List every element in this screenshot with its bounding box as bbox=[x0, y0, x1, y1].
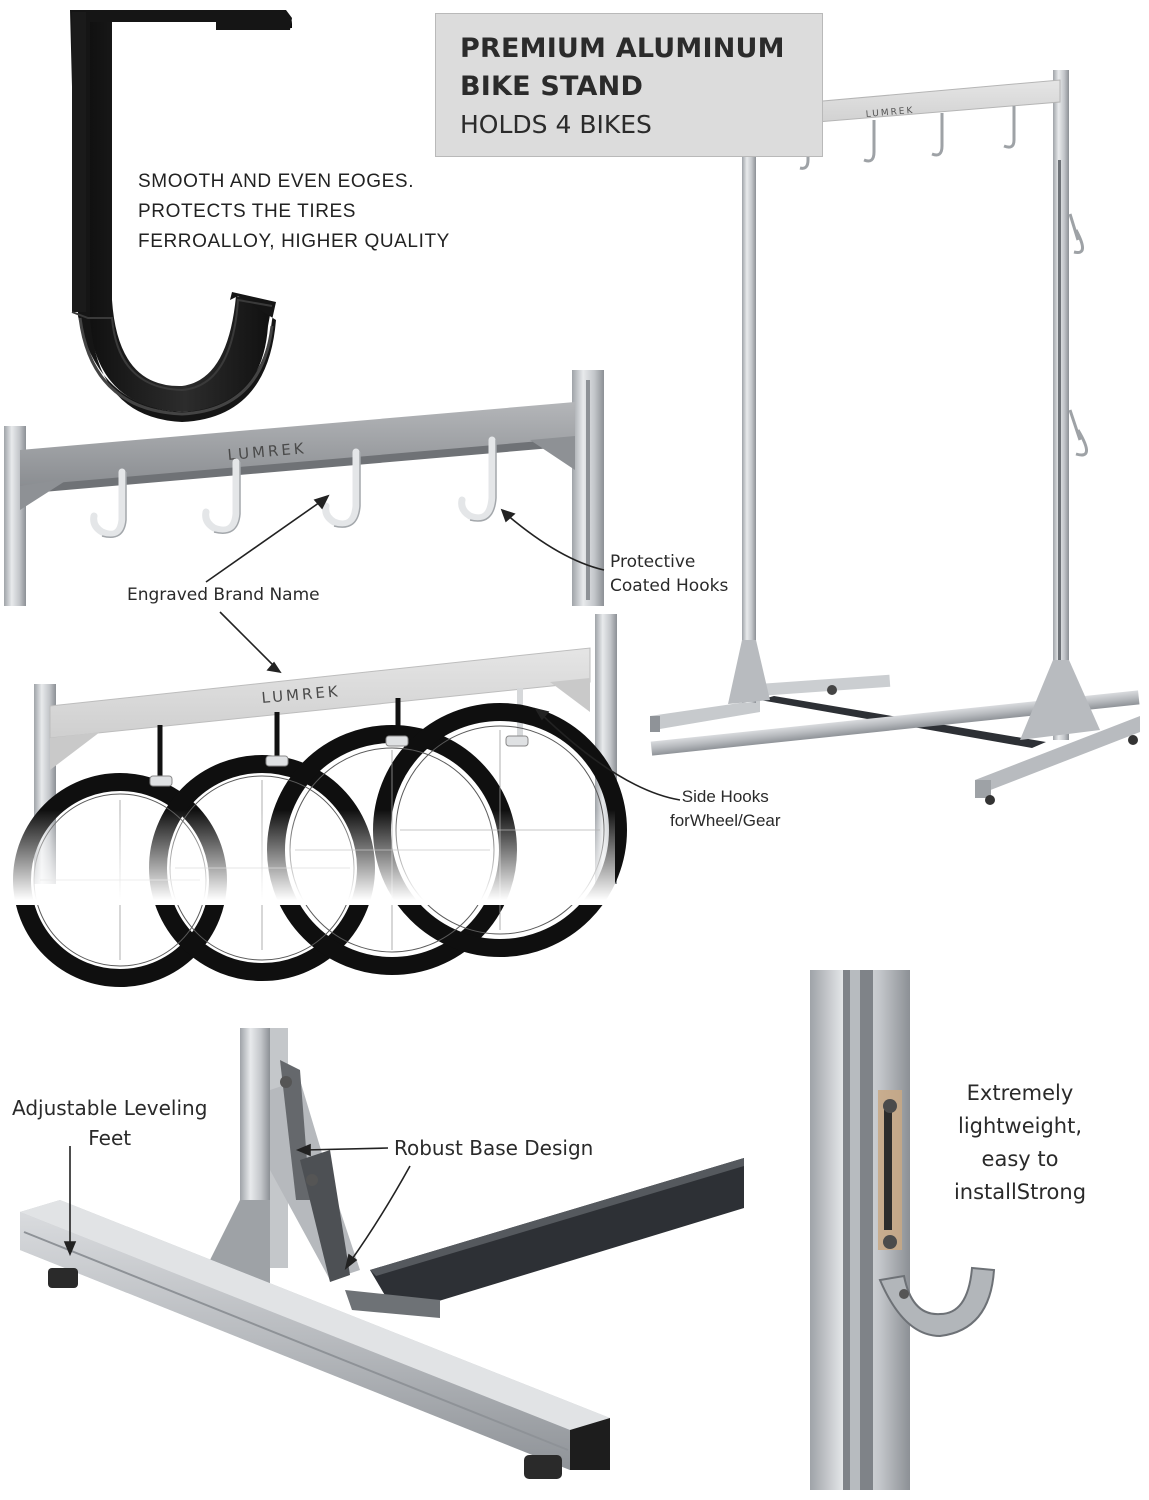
callout-leveling-feet bbox=[12, 1093, 207, 1153]
feature-lightweight-note bbox=[940, 1077, 1100, 1209]
callout-engraved-brand-label: Engraved Brand Name bbox=[127, 585, 320, 605]
callout-side-hooks-line-2: forWheel/Gear bbox=[670, 811, 781, 830]
callout-leveling-feet-line-2: Feet bbox=[88, 1126, 132, 1150]
headline-line-3: HOLDS 4 BIKES bbox=[460, 110, 652, 139]
wheels-fade-overlay bbox=[0, 810, 615, 905]
callout-side-hooks bbox=[670, 785, 781, 833]
feature-line-3: easy to bbox=[981, 1147, 1059, 1171]
feature-line-1: Extremely bbox=[966, 1081, 1074, 1105]
callout-side-hooks-line-1: Side Hooks bbox=[681, 787, 769, 806]
headline-box bbox=[435, 13, 823, 157]
hook-description-line-1: SMOOTH AND EVEN EOGES. bbox=[138, 171, 415, 192]
brand-engraving-beam: LUMREK bbox=[226, 439, 308, 464]
hook-beam-closeup-image bbox=[4, 370, 604, 606]
feature-line-2: lightweight, bbox=[957, 1114, 1083, 1138]
hook-description-line-3: FERROALLOY, HIGHER QUALITY bbox=[138, 231, 450, 252]
callout-engraved-brand bbox=[127, 583, 320, 607]
brand-engraving-small: LUMREK bbox=[865, 105, 915, 120]
callout-coated-hooks-line-2: Coated Hooks bbox=[610, 576, 729, 596]
feature-line-4: installStrong bbox=[953, 1180, 1087, 1204]
callout-leveling-feet-line-1: Adjustable Leveling bbox=[12, 1096, 208, 1120]
callout-coated-hooks-line-1: Protective bbox=[610, 552, 696, 572]
side-hook-closeup-image bbox=[810, 970, 994, 1490]
headline-line-1: PREMIUM ALUMINUM bbox=[460, 33, 785, 64]
hook-description-line-2: PROTECTS THE TIRES bbox=[138, 201, 357, 222]
brand-engraving-wheel-beam: LUMREK bbox=[260, 682, 342, 707]
wheels-on-hooks-image bbox=[22, 614, 618, 978]
callout-robust-base-label: Robust Base Design bbox=[394, 1136, 594, 1160]
callout-robust-base bbox=[394, 1133, 593, 1163]
hook-description bbox=[138, 167, 450, 257]
callout-coated-hooks bbox=[610, 550, 728, 598]
full-bike-stand-image bbox=[650, 70, 1140, 805]
headline-line-2: BIKE STAND bbox=[460, 71, 644, 102]
